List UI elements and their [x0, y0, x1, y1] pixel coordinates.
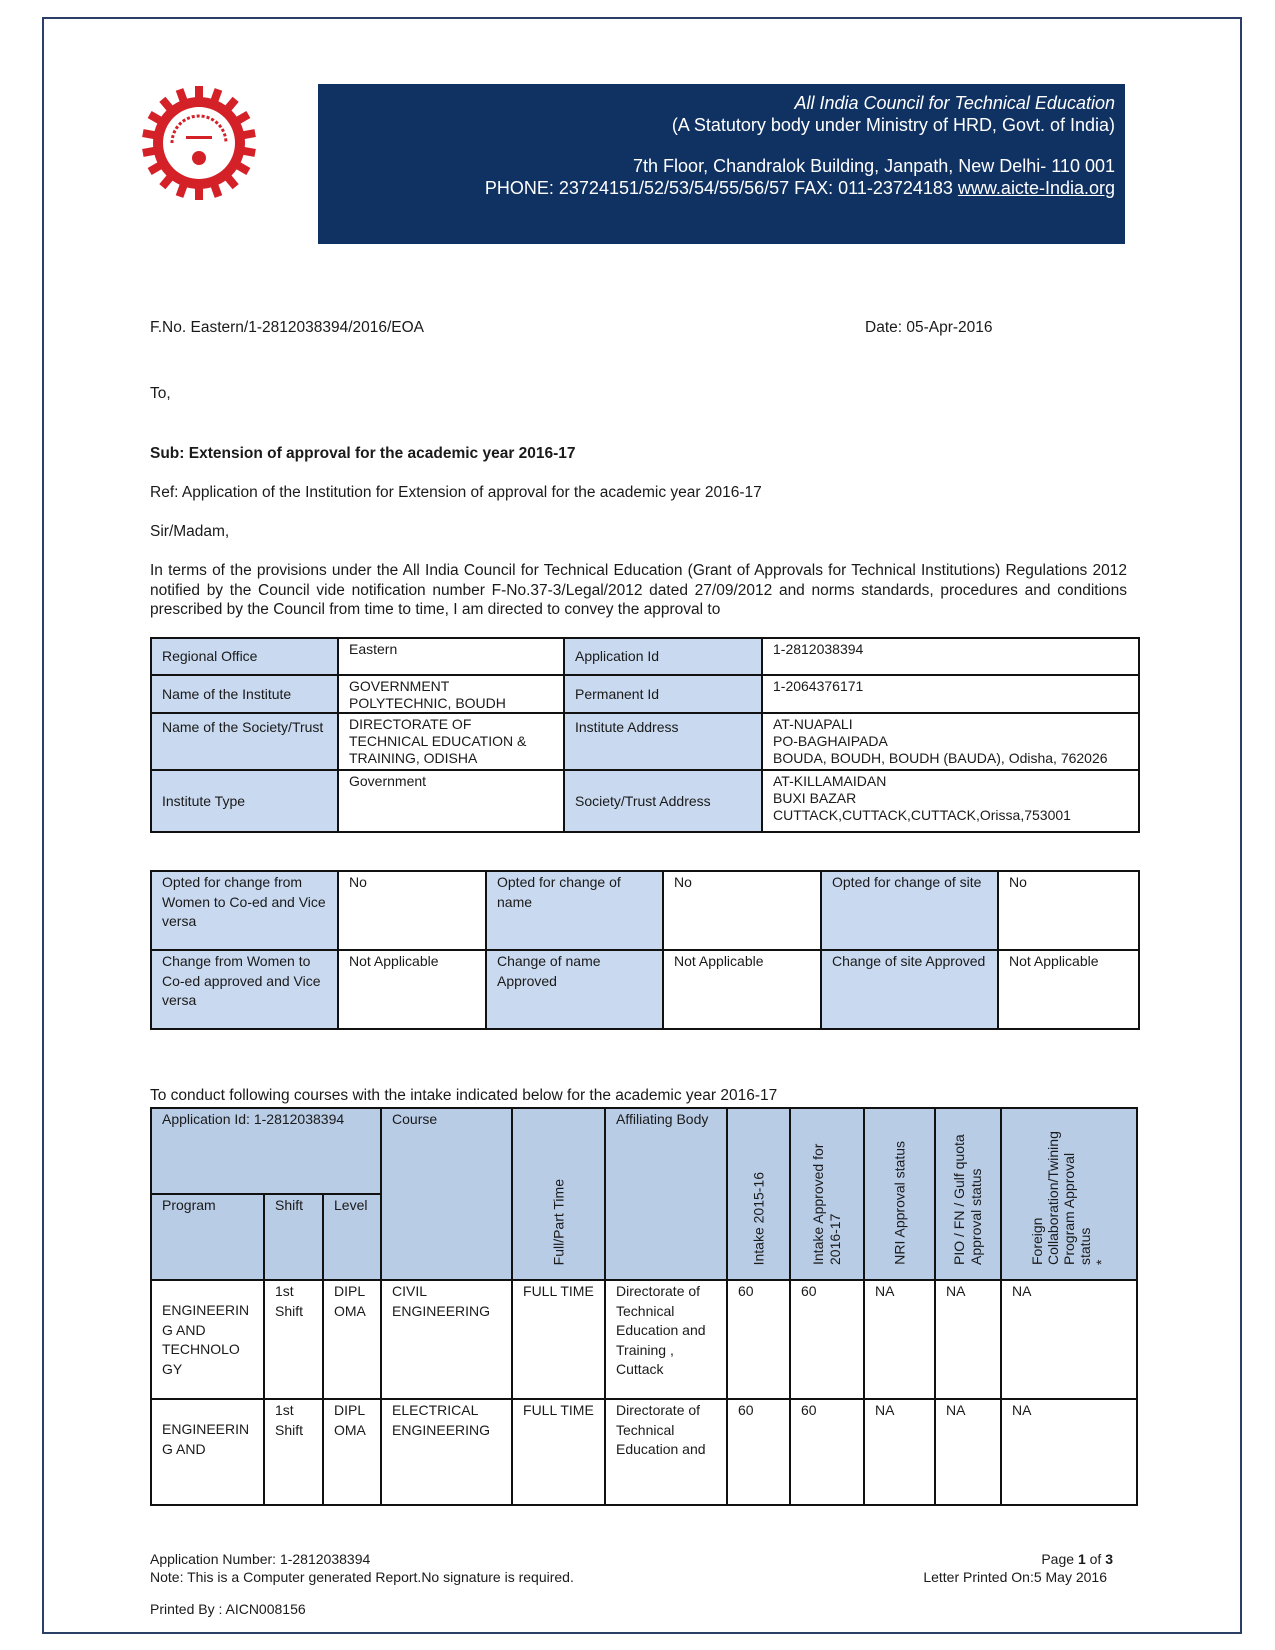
- info-value: AT-NUAPALI PO-BAGHAIPADA BOUDA, BOUDH, BOUDH (BAUDA), Odisha, 762026: [762, 713, 1139, 770]
- status-value: No: [663, 871, 821, 950]
- org-name: All India Council for Technical Education: [794, 93, 1115, 113]
- website-link[interactable]: www.aicte-India.org: [957, 178, 1115, 198]
- nri-label: NRI Approval status: [891, 1141, 908, 1265]
- intake-prev-cell: 60: [727, 1280, 790, 1399]
- page-current: 1: [1077, 1551, 1086, 1567]
- intake-approved-label: Intake Approved for 2016-17: [810, 1143, 844, 1265]
- foreign-collab-label: Foreign Collaboration/Twining Program Approval status *: [1029, 1131, 1110, 1265]
- page-number: [1041, 1551, 1113, 1567]
- affiliating-cell: Directorate of Technical Education and: [605, 1399, 727, 1505]
- info-value: 1-2812038394: [762, 638, 1139, 675]
- foreign-cell: NA: [1001, 1280, 1137, 1399]
- foreign-collab-header: [1001, 1108, 1137, 1280]
- pio-cell: NA: [935, 1399, 1001, 1505]
- program-cell: ENGINEERIN G AND: [151, 1399, 264, 1505]
- full-part-time-header: [512, 1108, 605, 1280]
- header-banner: [318, 84, 1125, 244]
- page-of: of: [1085, 1551, 1106, 1567]
- table-row: [151, 1280, 1137, 1399]
- status-value: Not Applicable: [663, 950, 821, 1029]
- table-row: [151, 1399, 1137, 1505]
- table-row: [151, 950, 1139, 1029]
- file-number: F.No. Eastern/1-2812038394/2016/EOA: [150, 319, 425, 336]
- aicte-logo: [140, 84, 258, 202]
- change-status-table: [150, 870, 1140, 1030]
- program-header: Program: [151, 1194, 264, 1280]
- intake-new-cell: 60: [790, 1399, 864, 1505]
- status-label: Opted for change of site: [821, 871, 998, 950]
- table-row: [151, 638, 1139, 675]
- status-label: Change of site Approved: [821, 950, 998, 1029]
- info-value: AT-KILLAMAIDAN BUXI BAZAR CUTTACK,CUTTACK,CUTTACK,Orissa,753001: [762, 770, 1139, 832]
- subject-line: Sub: Extension of approval for the academic year 2016-17: [150, 445, 576, 462]
- page-total: 3: [1105, 1551, 1113, 1567]
- affiliating-body-header: Affiliating Body: [605, 1108, 727, 1280]
- intake-prev-cell: 60: [727, 1399, 790, 1505]
- info-label: Name of the Society/Trust: [151, 713, 338, 770]
- courses-intro: To conduct following courses with the intake indicated below for the academic year 2016-17: [150, 1087, 778, 1104]
- time-cell: FULL TIME: [512, 1399, 605, 1505]
- addressee: To,: [150, 385, 171, 402]
- org-phone-fax: PHONE: 23724151/52/53/54/55/56/57 FAX: 011-23724183: [484, 178, 958, 198]
- intake-2015-header: [727, 1108, 790, 1280]
- reference-line: Ref: Application of the Institution for Extension of approval for the academic year 2016-17: [150, 484, 762, 501]
- level-cell: DIPL OMA: [323, 1280, 381, 1399]
- table-row: [151, 871, 1139, 950]
- level-header: Level: [323, 1194, 381, 1280]
- intake-2015-label: Intake 2015-16: [750, 1171, 767, 1265]
- courses-table: [150, 1107, 1138, 1506]
- page-prefix: Page: [1041, 1551, 1078, 1567]
- info-value: Government: [338, 770, 564, 832]
- nri-cell: NA: [864, 1399, 935, 1505]
- table-row: [151, 675, 1139, 713]
- footer-note: Note: This is a Computer generated Report.No signature is required.: [150, 1569, 574, 1585]
- org-subtitle: (A Statutory body under Ministry of HRD, Govt. of India): [671, 115, 1115, 135]
- info-value: 1-2064376171: [762, 675, 1139, 713]
- body-paragraph: In terms of the provisions under the All India Council for Technical Education (Grant of Approvals for Technical Institutions) Regulations 2012 notified by the Council vide notification number F-No.37-3/Legal/2012 dated 27/09/2012 and norms standards, procedures and conditions prescribed by the Council from time to time, I am directed to convey the approval to: [150, 562, 1127, 618]
- status-label: Change from Women to Co-ed approved and Vice versa: [151, 950, 338, 1029]
- pio-label: PIO / FN / Gulf quota Approval status: [951, 1134, 985, 1265]
- info-value: GOVERNMENT POLYTECHNIC, BOUDH: [338, 675, 564, 713]
- pio-header: [935, 1108, 1001, 1280]
- info-label: Regional Office: [151, 638, 338, 675]
- table-row: [151, 713, 1139, 770]
- status-label: Opted for change of name: [486, 871, 663, 950]
- course-header: Course: [381, 1108, 512, 1280]
- org-address: 7th Floor, Chandralok Building, Janpath, New Delhi- 110 001: [633, 156, 1115, 176]
- institute-info-table: [150, 637, 1140, 833]
- pio-cell: NA: [935, 1280, 1001, 1399]
- info-label: Permanent Id: [564, 675, 762, 713]
- intake-approved-header: [790, 1108, 864, 1280]
- course-cell: CIVIL ENGINEERING: [381, 1280, 512, 1399]
- time-cell: FULL TIME: [512, 1280, 605, 1399]
- status-value: Not Applicable: [998, 950, 1139, 1029]
- course-cell: ELECTRICAL ENGINEERING: [381, 1399, 512, 1505]
- info-label: Institute Address: [564, 713, 762, 770]
- info-label: Application Id: [564, 638, 762, 675]
- application-id-header: Application Id: 1-2812038394: [151, 1108, 381, 1194]
- affiliating-cell: Directorate of Technical Education and Training , Cuttack: [605, 1280, 727, 1399]
- program-cell: ENGINEERIN G AND TECHNOLO GY: [151, 1280, 264, 1399]
- shift-cell: 1st Shift: [264, 1399, 323, 1505]
- salutation: Sir/Madam,: [150, 523, 230, 540]
- status-label: Change of name Approved: [486, 950, 663, 1029]
- info-value: DIRECTORATE OF TECHNICAL EDUCATION & TRAINING, ODISHA: [338, 713, 564, 770]
- level-cell: DIPL OMA: [323, 1399, 381, 1505]
- letter-date: Date: 05-Apr-2016: [865, 319, 993, 336]
- nri-header: [864, 1108, 935, 1280]
- status-value: No: [998, 871, 1139, 950]
- status-value: Not Applicable: [338, 950, 486, 1029]
- shift-header: Shift: [264, 1194, 323, 1280]
- shift-cell: 1st Shift: [264, 1280, 323, 1399]
- info-label: Name of the Institute: [151, 675, 338, 713]
- footer-app-number: Application Number: 1-2812038394: [150, 1551, 371, 1567]
- info-label: Society/Trust Address: [564, 770, 762, 832]
- nri-cell: NA: [864, 1280, 935, 1399]
- foreign-cell: NA: [1001, 1399, 1137, 1505]
- info-label: Institute Type: [151, 770, 338, 832]
- intake-new-cell: 60: [790, 1280, 864, 1399]
- table-row: [151, 770, 1139, 832]
- status-label: Opted for change from Women to Co-ed and Vice versa: [151, 871, 338, 950]
- footer-printed-by: Printed By : AICN008156: [150, 1601, 306, 1617]
- table-header-row: [151, 1108, 1137, 1194]
- info-value: Eastern: [338, 638, 564, 675]
- status-value: No: [338, 871, 486, 950]
- letter-printed-date: Letter Printed On:5 May 2016: [923, 1569, 1107, 1585]
- full-part-time-label: Full/Part Time: [550, 1178, 567, 1265]
